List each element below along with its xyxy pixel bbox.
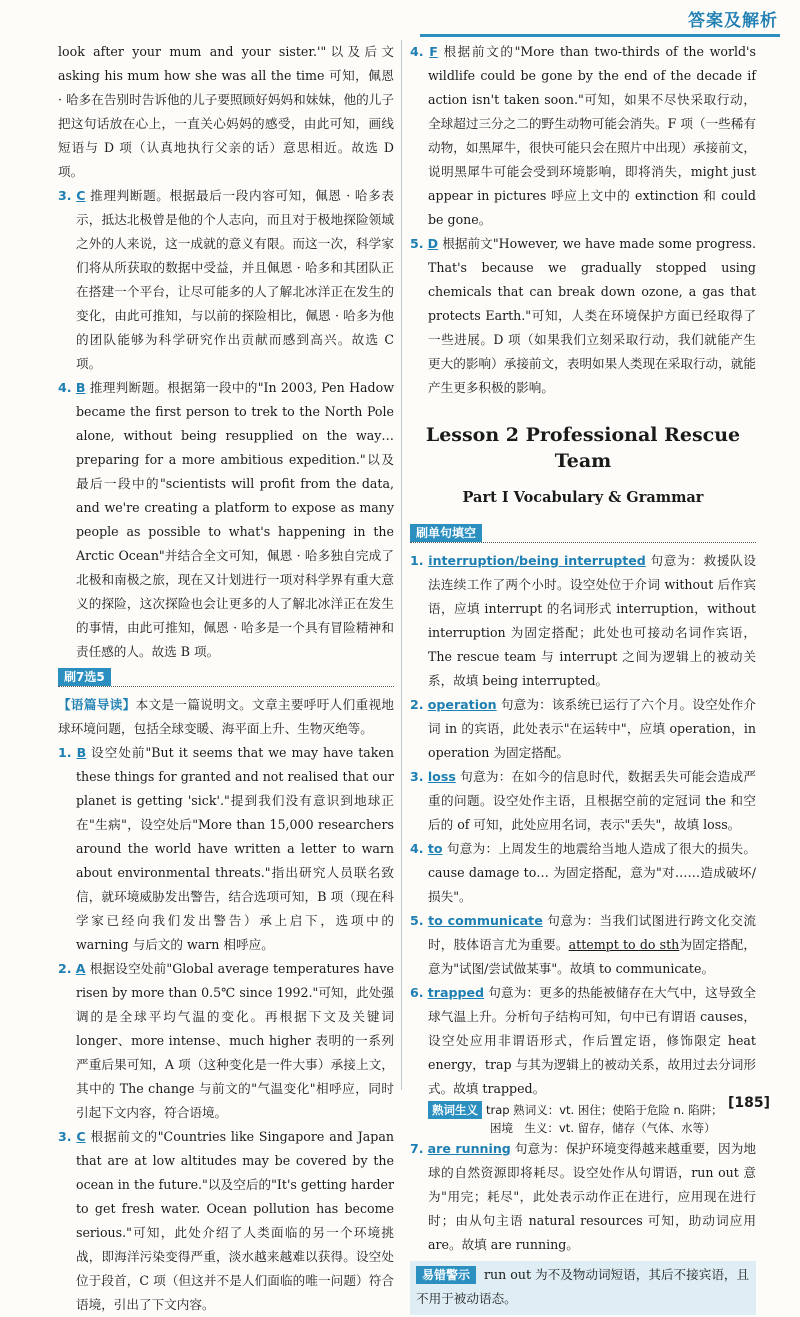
left-column — [58, 40, 394, 1317]
word-meaning-note: 熟词生义 trap 熟词义：vt. 困住；使陷于危险 n. 陷阱； 困境 生义：vt. 留存，储存（气体、水等） — [410, 1101, 756, 1137]
passage-guide: 【语篇导读】本文是一篇说明文。文章主要呼吁人们重视地球环境问题，包括全球变暖、海平面上升、生物灭绝等。 — [58, 697, 395, 736]
fill-7: 7. are running 句意为：保护环境变得越来越重要，因为地球的自然资源即将耗尽。设空处作从句谓语，run out 意为"用完；耗尽"，此处表示动作正在进行，应用现在进行时；由从句主语 natural resources 可知，助动词应用 are。故填 are running。 — [410, 1141, 756, 1252]
page-header — [0, 0, 800, 40]
answer-word: loss — [427, 769, 456, 784]
blank-3: 3. C 根据前文的"Countries like Singapore and Japan that are at low altitudes may be covered by the ocean in the future."以及空后的"It's getting harder to get fresh water. Ocean pollution has become serious."可知，此处介绍了人类面临的另一个环境挑战，即海洋污染变得严重，淡水越来越难以获得。设空处位于段首，C 项（但这并不是人们面临的唯一问题）符合语境，引出了下文内容。 — [58, 1129, 394, 1312]
note-badge: 熟词生义 — [428, 1101, 482, 1119]
answer-letter: B — [75, 380, 86, 395]
answer-letter: B — [76, 745, 87, 760]
section-header-fill-in — [410, 520, 756, 543]
section-header-7-choose-5 — [58, 664, 394, 687]
fill-1: 1. interruption/being interrupted 句意为：救援队设法连续工作了两个小时。设空处位于介词 without 后作宾语，应填 interrupt 的名词形式 interruption，without interruption 为固定搭配；此处也可接动名词作宾语，The rescue team 与 interrupt 之间为逻辑上的被动关系，故填 being interrupted。 — [410, 553, 756, 688]
answer-word: interruption/being interrupted — [428, 553, 646, 568]
right-column — [410, 40, 756, 1315]
question-4: 4. B 推理判断题。根据第一段中的"In 2003, Pen Hadow became the first person to trek to the North Pole alone, without being resupplied on the way… preparing for a more ambitious expedition."以及最后一段中的"scientists will profit from the data, and we're creating a platform to expose as many people as possible to what's happening in the Arctic Ocean"并结合全文可知，佩恩 · 哈多独自完成了北极和南极之旅，现在又计划进行一项对科学界有重大意义的探险，这次探险也会让更多的人了解北冰洋正在发生的事情，由此可推知，佩恩 · 哈多是一个具有冒险精神和责任感的人。故选 B 项。 — [58, 380, 394, 659]
answer-word: trapped — [427, 985, 485, 1000]
answer-word: to communicate — [428, 913, 543, 928]
error-warning-box: 易错警示 run out 为不及物动词短语，其后不接宾语，且不用于被动语态。 — [410, 1261, 756, 1315]
header-title: 答案及解析 — [688, 11, 778, 31]
answer-letter: D — [427, 236, 439, 251]
blank-2: 2. A 根据设空处前"Global average temperatures have risen by more than 0.5℃ since 1992."可知，此处强调的是全球平均气温的变化。再根据下文及关键词 longer、more intense、much higher 表明的一系列严重后果可知，A 项（这种变化是一件大事）承接上文，其中的 The change 与前文的"气温变化"相呼应，同时引起下文内容，符合语境。 — [58, 961, 394, 1120]
warning-badge: 易错警示 — [416, 1266, 476, 1284]
answer-letter: C — [76, 188, 86, 203]
column-divider — [401, 40, 402, 1090]
fill-6: 6. trapped 句意为：更多的热能被储存在大气中，这导致全球气温上升。分析句子结构可知，句中已有谓语 causes，设空处应用非谓语形式，作后置定语，修饰限定 heat energy，trap 与其为逻辑上的被动关系，故用过去分词形式。故填 trapped。 — [410, 985, 756, 1096]
answer-word: operation — [427, 697, 497, 712]
continuation-text: look after your mum and your sister.'"以及后文 asking his mum how she was all the time 可知，佩恩 · 哈多在告别时告诉他的儿子要照顾好妈妈和妹妹，他的儿子把这句话放在心上，一直关心妈妈的感受，由此可知，画线短语与 D 项（认真地执行父亲的话）意思相近。故选 D 项。 — [58, 44, 394, 179]
fill-4: 4. to 句意为：上周发生的地震给当地人造成了很大的损失。cause damage to… 为固定搭配，意为"对……造成破坏/损失"。 — [410, 841, 756, 904]
answer-word: are running — [427, 1141, 511, 1156]
section-tag: 刷7选5 — [58, 668, 111, 686]
answer-letter: A — [75, 961, 86, 976]
question-3: 3. C 推理判断题。根据最后一段内容可知，佩恩 · 哈多表示，抵达北极曾是他的个人志向，而且对于极地探险领域之外的人来说，这一成就的意义有限。而这一次，科学家们将从所获取的数据中受益，并且佩恩 · 哈多和其团队正在搭建一个平台，让尽可能多的人了解北冰洋正在发生的变化，由此可推知，与以前的探险相比，佩恩 · 哈多为他的团队能够为科学研究作出贡献而感到高兴。故选 C 项。 — [58, 188, 394, 371]
blank-1: 1. B 设空处前"But it seems that we may have taken these things for granted and not realised that our planet is getting 'sick'."提到我们没有意识到地球正在"生病"，设空处后"More than 15,000 researchers around the world have written a letter to warn about environmental threats."指出研究人员联名致信，就环境威胁发出警告，结合选项可知，B 项（现在科学家已经向我们发出警告）承上启下，选项中的 warning 与后文的 warn 相呼应。 — [58, 745, 394, 952]
blank-5: 5. D 根据前文"However, we have made some progress. That's because we gradually stopped using chemicals that can break down ozone, a gas that protects Earth."可知，人类在环境保护方面已经取得了一些进展。D 项（如果我们立刻采取行动，我们就能产生更大的影响）承接前文，表明如果人类现在采取行动，就能产生更多积极的影响。 — [410, 236, 756, 395]
answer-letter: F — [429, 44, 438, 59]
fill-5: 5. to communicate 句意为：当我们试图进行跨文化交流时，肢体语言尤为重要。attempt to do sth为固定搭配，意为"试图/尝试做某事"。故填 to communicate。 — [410, 913, 757, 976]
fill-2: 2. operation 句意为：该系统已运行了六个月。设空处作介词 in 的宾语，此处表示"在运转中"，应填 operation，in operation 为固定搭配。 — [410, 697, 756, 760]
fill-3: 3. loss 句意为：在如今的信息时代，数据丢失可能会造成严重的问题。设空处作主语，且根据空前的定冠词 the 和空后的 of 可知，此处应用名词，表示"丢失"，故填 loss。 — [410, 769, 756, 832]
page-number: [185] — [727, 1095, 770, 1111]
part-title: Part Ⅰ Vocabulary & Grammar — [462, 489, 704, 506]
answer-letter: C — [76, 1129, 86, 1144]
blank-4: 4. F 根据前文的"More than two-thirds of the world's wildlife could be gone by the end of the decade if action isn't taken soon."可知，如果不尽快采取行动，全球超过三分之二的野生动物可能会消失。F 项（一些稀有动物，如黑犀牛，很快可能只会在照片中出现）承接前文，说明黑犀牛可能会受到环境影响，即将消失，might just appear in pictures 呼应上文中的 extinction 和 could be gone。 — [410, 44, 756, 227]
header-rule — [420, 34, 780, 37]
section-tag: 刷单句填空 — [410, 524, 482, 542]
answer-word: to — [427, 841, 443, 856]
lesson-title: Lesson 2 Professional Rescue Team — [425, 424, 741, 472]
